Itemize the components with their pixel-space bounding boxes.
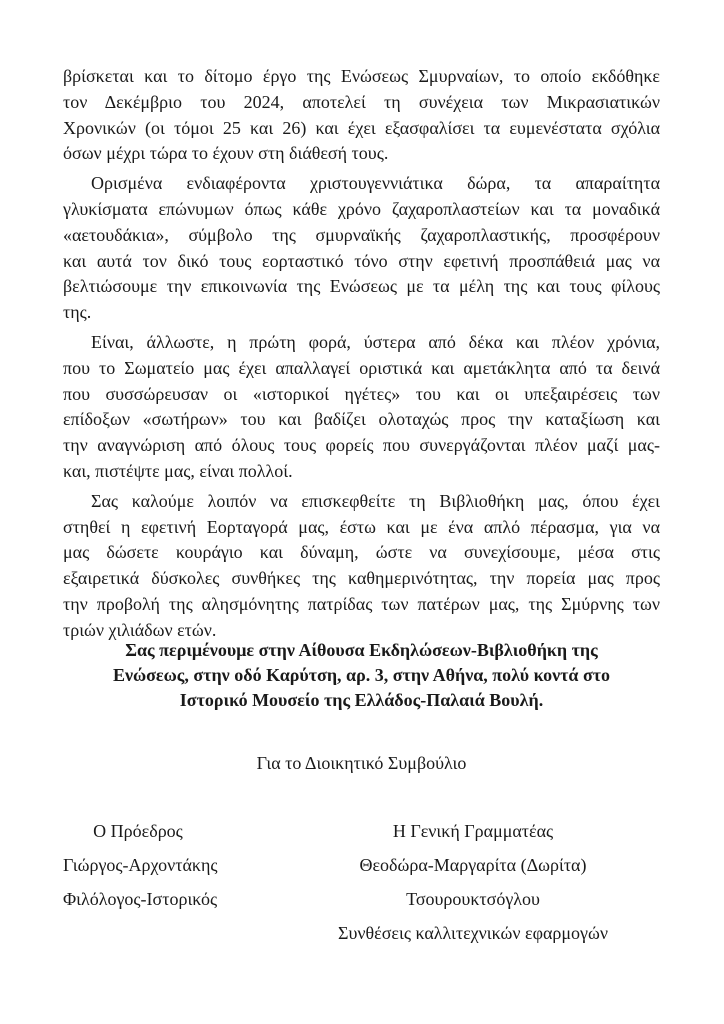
signature-spacer (213, 916, 308, 950)
highlight-line: Σας περιμένουμε στην Αίθουσα Εκδηλώσεων-Βιβλιοθήκη της (125, 639, 598, 660)
text-line: τον Δεκέμβριο του 2024, αποτελεί τη συνέχεια των Μικρασιατικών (63, 91, 660, 112)
secretary-role: Συνθέσεις καλλιτεχνικών εφαρμογών (338, 922, 608, 943)
text-line: βελτιώσουμε την επικοινωνία της Ενώσεως με τα μέλη της και τους φίλους (63, 276, 660, 297)
president-name: Γιώργος-Αρχοντάκης (63, 854, 218, 875)
body-paragraph (63, 489, 660, 644)
text-line: και αυτά τον δικό τους εορταστικό τόνο στην εφετινή προσπάθειά μας να (63, 250, 660, 271)
text-line: Σας καλούμε λοιπόν να επισκεφθείτε τη Βιβλιοθήκη μας, όπου έχει (91, 490, 660, 511)
document-content (63, 0, 660, 950)
text-line: Χρονικών (οι τόμοι 25 και 26) και έχει εξασφαλίσει τα ευμενέστατα σχόλια (63, 117, 660, 138)
text-line: όσων μέχρι τώρα το έχουν στη διάθεσή τους. (63, 143, 389, 164)
secretary-name-line1: Θεοδώρα-Μαργαρίτα (Δωρίτα) (359, 854, 587, 875)
highlight-line: Ενώσεως, στην οδό Καρύτση, αρ. 3, στην Αθήνα, πολύ κοντά στο (112, 664, 611, 685)
president-title: Ο Πρόεδρος (93, 820, 183, 841)
text-line: Είναι, άλλωστε, η πρώτη φορά, ύστερα από δέκα και πλέον χρόνια, (91, 331, 660, 352)
text-line: εξαιρετικά δύσκολες συνθήκες της καθημερινότητας, την πορεία μας προς (63, 568, 660, 589)
text-line: και, πιστέψτε μας, είναι πολλοί. (63, 460, 293, 481)
secretary-title: Η Γενική Γραμματέας (392, 820, 554, 841)
document-body (63, 64, 660, 644)
president-role: Φιλόλογος-Ιστορικός (63, 888, 218, 909)
text-line: που το Σωματείο μας έχει απαλλαγεί οριστικά και αμετάκλητα από τα δεινά (63, 357, 660, 378)
body-paragraph (63, 171, 660, 326)
text-line: βρίσκεται και το δίτομο έργο της Ενώσεως Σμυρναίων, το οποίο εκδόθηκε (63, 66, 660, 86)
body-paragraph (63, 64, 660, 167)
text-line: μας δώσετε κουράγιο και δύναμη, ώστε να συνεχίσουμε, μέσα στις (63, 542, 660, 563)
text-line: Ορισμένα ενδιαφέροντα χριστουγεννιάτικα δώρα, τα απαραίτητα (91, 173, 660, 194)
text-line: της. (63, 302, 92, 323)
text-line: επίδοξων «σωτήρων» του και βαδίζει ολοταχώς προς την καταξίωση και (63, 409, 660, 430)
signature-spacer (213, 814, 308, 848)
secretary-name-line2: Τσουρουκτσόγλου (406, 888, 540, 909)
signature-spacer (213, 848, 308, 882)
text-line: «αετουδάκια», σύμβολο της σμυρναϊκής ζαχαροπλαστικής, προσφέρουν (63, 224, 660, 245)
text-line: την προβολή της αλησμόνητης πατρίδας των πατέρων μας, της Σμύρνης των (63, 593, 660, 614)
signature-empty-cell (63, 916, 213, 950)
body-paragraph (63, 330, 660, 485)
text-line: στηθεί η εφετινή Εορταγορά μας, έστω και με ένα απλό πέρασμα, για να (63, 516, 660, 537)
text-line: την αναγνώριση από όλους τους φορείς που συνεργάζονται πλέον μαζί μας- (63, 435, 660, 456)
signature-spacer (213, 882, 308, 916)
text-line: που συσσώρευσαν οι «ιστορικοί ηγέτες» του και οι υπεξαιρέσεις των (63, 383, 660, 404)
closing-line: Για το Διοικητικό Συμβούλιο (256, 752, 467, 773)
highlight-line: Ιστορικό Μουσείο της Ελλάδος-Παλαιά Βουλή. (179, 689, 544, 710)
invitation-highlight (63, 638, 660, 713)
signature-block (63, 814, 660, 950)
text-line: γλυκίσματα επώνυμων όπως κάθε χρόνο ζαχαροπλαστείων και τα μοναδικά (63, 198, 660, 219)
text-line: τριών χιλιάδων ετών. (63, 619, 217, 640)
